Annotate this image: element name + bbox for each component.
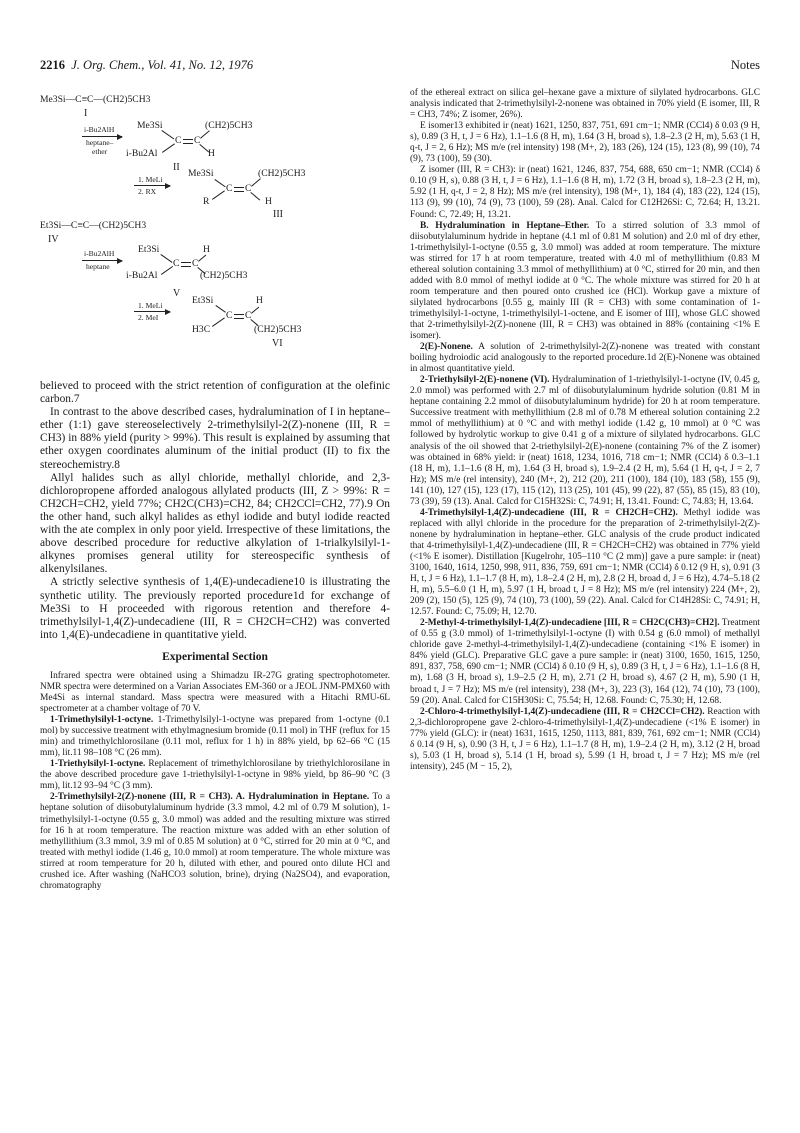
reaction-scheme [40, 88, 390, 296]
prod2-bottom-left: H3C [192, 324, 211, 335]
int1-bottom-left: i-Bu2Al [126, 148, 158, 159]
page-journal [40, 58, 253, 73]
int1-top-left: Me3Si [137, 120, 163, 131]
paragraph-heading: 2-Trimethylsilyl-2(Z)-nonene (III, R = CH3). A. Hydralumination in Heptane. [50, 792, 370, 803]
arrow-4 [134, 311, 170, 312]
int2-carbon-b: C [192, 258, 199, 269]
paragraph [40, 715, 390, 759]
int2-bond-tl [160, 254, 172, 263]
journal-citation: J. Org. Chem., Vol. 41, No. 12, 1976 [71, 58, 254, 72]
int2-top-right: H [203, 244, 210, 255]
paragraph-body: 1-Trimethylsilyl-1-octyne was prepared from 1-octyne (0.1 mol) by successive treatment with ethylmagnesium bromide (0.11 mol) in THF (reflux for 15 min) and trimethylchlorosilane (0.11 mol, reflux for 1 h) in 88% yield, bp 62–66 °C (15 mm), lit.11 98–108 °C (26 mm). [40, 715, 390, 759]
reagent2-line2: 2. RX [138, 187, 157, 196]
label-II: II [173, 162, 180, 173]
reagent1-line3: ether [92, 147, 108, 156]
paragraph: Infrared spectra were obtained using a Shimadzu IR-27G grating spectrophotometer. NMR spectra were determined on a Varian Associates EM-360 or a JEOL JNM-PMX60 with Me4Si as internal standard. Mass spectra were measured with a Hitachi RMU-6L spectrometer at a chamber voltage of 70 V. [40, 670, 390, 715]
prod1-carbon-b: C [245, 183, 252, 194]
reagent4-line1: 1. MeLi [138, 301, 163, 310]
prod2-bond-tl [215, 305, 225, 313]
paragraph: A strictly selective synthesis of 1,4(E)-undecadiene10 is illustrating the synthetic utility. The previously reported procedure1d for exchange of Me3Si to H proceeded with rigorous retention and therefore 4-trimethylsilyl-1,4(Z)-undecadiene (III, R = CH2CH=CH2) was converted into 1,4(E)-undecadiene in quantitative yield. [40, 576, 390, 641]
arrow-2 [134, 185, 170, 186]
prod2-carbon-a: C [226, 310, 233, 321]
int1-double-bond [183, 139, 193, 144]
paragraph: Z isomer (III, R = CH3): ir (neat) 1621, 1246, 837, 754, 688, 650 cm−1; NMR (CCl4) δ 0.10 (9 H, s), 0.88 (3 H, t, J = 6 Hz), 1.1–1.6 (8 H, m), 1.72 (3 H, broad s), 1.8–2.3 (2 H, m), 5.92 (1 H, q-t, J = 2, 8 Hz); MS m/e (rel intensity), 198 (M+, 1), 184 (4), 183 (22), 124 (15), 113 (9), 99 (10), 74 (9), 73 (100), 59 (28). Anal. Calcd for C12H26Si: C, 72.64; H, 13.21. Found: C, 72.49; H, 13.21. [410, 165, 760, 220]
prod2-double-bond [234, 314, 244, 319]
paragraph-body: To a stirred solution of 3.3 mmol of diisobutylaluminum hydride in heptane (4.1 ml of 0.81 M solution) and 2.0 ml of dry ether, 1-trimethylsilyl-1-octyne (0.55 g, 3.0 mmol) was added at room temperature. The mixture was stirred for 17 h at room temperature, treated with 4.0 ml of methyllithium (0.83 M ethereal solution containing 3.3 mmol of methyllithium) at 0 °C, stirred for 20 min, and then added with 8.0 mmol of methyl iodide at 0 °C. The whole mixture was stirred for 20 h at room temperature and then poured onto crushed ice (HCl). Workup gave a mixture of silylated hydrocarbons [0.55 g, mainly III (R = CH3) with some contamination of 1-trimethylsilyl-1-octyne, 1-trimethylsilyl-1-octene, and E isomer of III], whose GLC showed that 2-trimethylsilyl-2(Z)-nonene (III, R = CH3) was obtained in 88% (containing <1% E isomer). [410, 220, 760, 342]
int2-bond-tr [198, 255, 206, 262]
prod1-double-bond [234, 187, 244, 192]
int1-bond-bl [162, 143, 175, 152]
paragraph [410, 618, 760, 706]
paragraph [410, 342, 760, 375]
page-number: 2216 [40, 58, 65, 72]
paragraph-heading: 4-Trimethylsilyl-1,4(Z)-undecadiene (III, R = CH2CH=CH2). [420, 507, 678, 518]
reactant-I: Me3Si—C≡C—(CH2)5CH3 [40, 94, 151, 105]
paragraph-heading: 2-Chloro-4-trimethylsilyl-1,4(Z)-undecadiene (III, R = CH2CCl=CH2). [420, 706, 705, 717]
int1-carbon-a: C [175, 135, 182, 146]
paragraph-heading: 2-Methyl-4-trimethylsilyl-1,4(Z)-undecadiene [III, R = CH2C(CH3)=CH2]. [420, 618, 720, 629]
int1-carbon-b: C [194, 135, 201, 146]
paragraph [410, 508, 760, 618]
label-I: I [84, 108, 88, 119]
paragraph-body: Treatment of 0.55 g (3.0 mmol) of 1-trimethylsilyl-1-octyne (I) with 0.54 g (6.0 mmol) of methallyl chloride gave 2-methyl-4-trimethylsilyl-1,4(Z)-undecadiene (containing <1% E isomer) in 84% yield (GLC). Preparative GLC gave a pure sample: ir (neat) 3100, 1650, 1615, 1250, 891, 837, 758, 690 cm−1; NMR (CCl4) δ 0.10 (9 H, s), 0.89 (3 H, t, J = 6 Hz), 1.1–1.6 (8 H, m), 1.68 (3 H, broad s), 1.9–2.5 (2 H, m), 2.71 (2 H, broad s), 4.67 (2 H, m), 5.90 (1 H, broad t, J = 7 Hz); MS m/e (rel intensity), 238 (M+, 3), 223 (3), 164 (12), 74 (10), 73 (100), 59 (20). Anal. Calcd for C15H30Si: C, 75.54; H, 12.68. Found: C, 75.30; H, 12.68. [410, 618, 760, 706]
paragraph-heading: 1-Triethylsilyl-1-octyne. [50, 759, 146, 770]
prod2-carbon-b: C [245, 310, 252, 321]
paragraph [410, 707, 760, 773]
paragraph [410, 221, 760, 343]
int1-bond-tr [200, 130, 210, 138]
arrow-3 [82, 260, 122, 261]
paragraph [410, 375, 760, 508]
paragraph [40, 759, 390, 792]
paragraph: of the ethereal extract on silica gel–hexane gave a mixture of silylated hydrocarbons. GLC analysis indicated that 2-trimethylsilyl-2-nonene was obtained in 70% yield (E isomer, III, R = CH3, 74%; Z isomer, 26%). [410, 88, 760, 121]
paragraph-body: Hydralumination of 1-triethylsilyl-1-octyne (IV, 0.45 g, 2.0 mmol) was performed with 2.7 ml of diisobutylaluminum hydride solution (0.81 M in heptane containing 2.2 mmol of diisobutylaluminum hydride) for 20 h at room temperature. Successive treatment with methyllithium (2.8 ml of 0.78 M ethereal solution containing 2.2 mmol of methyllithium) at 0 °C and with methyl iodide (1.42 g, 10 mmol) at 0 °C was followed by hydrolytic workup to give 0.41 g of a mixture of silylated hydrocarbons. GLC analysis of the oil showed that 2-triethylsilyl-2(E)-nonene (containing 7% of the Z isomer) was obtained in 68% yield: ir (neat) 1618, 1234, 1016, 718 cm−1; NMR (CCl4) δ 0.3–1.1 (18 H, m), 1.1–1.6 (8 H, m), 1.64 (3 H, broad s), 1.9–2.4 (2 H, m), 5.64 (1 H, q-t, J = 2, 7 Hz); MS m/e (rel intensity), 240 (M+, 2), 212 (20), 211 (100), 184 (10), 183 (58), 155 (9), 141 (10), 127 (15), 123 (17), 115 (12), 113 (25), 101 (45), 99 (22), 87 (55), 85 (15), 83 (10), 73 (39), 59 (13). Anal. Calcd for C15H32Si: C, 74.91; H, 13.41. Found: C, 74.83; H, 13.64. [410, 375, 760, 507]
prod2-top-right: H [256, 295, 263, 306]
prod1-bond-tl [214, 179, 225, 187]
reagent3-line1: i-Bu2AlH [84, 249, 115, 258]
reagent4-line2: 2. MeI [138, 313, 159, 322]
prod2-bond-tr [251, 307, 259, 314]
int2-bond-bl [161, 266, 173, 275]
paragraph-heading: 2(E)-Nonene. [420, 342, 473, 353]
prod2-bottom-right: (CH2)5CH3 [254, 324, 302, 335]
int2-bottom-right: (CH2)5CH3 [200, 270, 248, 281]
running-header [40, 58, 760, 78]
paragraph-heading: 2-Triethylsilyl-2(E)-nonene (VI). [420, 375, 550, 386]
reagent1-line2: heptane– [86, 138, 114, 147]
reagent3-line2: heptane [86, 262, 110, 271]
section-heading: Experimental Section [162, 650, 268, 663]
prod1-bond-tr [251, 178, 261, 186]
label-III: III [273, 209, 283, 220]
paragraph [40, 792, 390, 891]
prod1-bond-br [250, 192, 260, 200]
paragraph-heading: 1-Trimethylsilyl-1-octyne. [50, 715, 154, 726]
paragraph-body: To a heptane solution of diisobutylaluminum hydride (3.3 mmol, 4.2 ml of 0.79 M solution), 1-trimethylsilyl-1-octyne (0.55 g, 3.0 mmol) was added and the resulting mixture was stirred for 16 h at room temperature. The reaction mixture was added with an ether solution of methyllithium (3.3 mmol, 3.9 ml of 0.85 M solution) at 0 °C, stirred for 20 min at 0 °C, and treated with methyl iodide (1.46 g, 10.0 mmol) at room temperature. The whole mixture was stirred at room temperature for 20 h, diluted with ether, and poured onto dilute HCl and crushed ice. After washing (NaHCO3 solution, brine), drying (Na2SO4), and evaporation, chromatography [40, 792, 390, 891]
arrow-1 [82, 136, 122, 137]
prod1-carbon-a: C [226, 183, 233, 194]
prod1-bottom-left: R [203, 196, 210, 207]
prod2-bond-bl [212, 317, 225, 326]
paragraph-body: A solution of 2-trimethylsilyl-2(Z)-nonene was treated with constant boiling hydroiodic acid analogously to the reported procedure.1d 2(E)-Nonene was obtained in almost quantitative yield. [410, 342, 760, 375]
label-IV: IV [48, 234, 59, 245]
int1-bond-tl [161, 130, 174, 139]
paragraph: Allyl halides such as allyl chloride, methallyl chloride, and 2,3-dichloropropene afforded analogous allylated products (III, Z > 99%: R = CH2CH=CH2, yield 77%; CH2C(CH3)=CH2, 84; CH2CCl=CH2, 77).9 On the other hand, such alkyl halides as ethyl iodide and butyl iodide reacted with the ate complex in only poor yield. Irrespective of these limitations, the above described procedure for reductive alkylation of 1-trialkylsilyl-1-alkynes promises general utility for stereospecific synthesis of alkenylsilanes. [40, 471, 390, 576]
paragraph: believed to proceed with the strict retention of configuration at the olefinic carbon.7 [40, 380, 390, 406]
paragraph-heading: B. Hydralumination in Heptane–Ether. [420, 220, 590, 231]
right-column [410, 88, 760, 773]
reagent1-line1: i-Bu2AlH [84, 125, 115, 134]
prod1-bottom-right: H [265, 196, 272, 207]
label-V: V [173, 288, 181, 299]
prod1-top-right: (CH2)5CH3 [258, 168, 306, 179]
left-column [40, 88, 390, 892]
int2-double-bond [181, 262, 191, 267]
paragraph-body: Reaction with 2,3-dichloropropene gave 2-chloro-4-trimethylsilyl-1,4(Z)-undecadiene (<1% E isomer) in 77% yield (GLC): ir (neat) 1631, 1615, 1250, 1113, 881, 839, 761, 692 cm−1; NMR (CCl4) δ 0.14 (9 H, s), 0.90 (3 H, t, J = 6 Hz), 1.1–1.7 (8 H, m), 1.9–2.4 (2 H, m), 3.12 (2 H, broad s), 5.03 (1 H, broad s), 5.14 (1 H, broad s), 5.99 (1 H, broad t, J = 7 Hz); MS m/e (rel intensity), 245 (M − 15, 2), [410, 706, 760, 772]
prod2-top-left: Et3Si [192, 295, 214, 306]
reaction-scheme-cont [40, 288, 390, 380]
paragraph: In contrast to the above described cases, hydralumination of I in heptane–ether (1:1) gave stereoselectively 2-trimethylsilyl-2(Z)-nonene (III, R = CH3) in 88% yield (purity > 99%). This result is explained by assuming that ether oxygen coordinates aluminum of the initial product (II) to fix the stereochemistry.8 [40, 406, 390, 471]
label-VI: VI [272, 338, 283, 349]
paragraph-body: Replacement of trimethylchlorosilane by triethylchlorosilane in the above described procedure gave 1-triethylsilyl-1-octyne in 98% yield, bp 86–90 °C (3 mm), lit.12 93–94 °C (3 mm). [40, 759, 390, 792]
paragraph: E isomer13 exhibited ir (neat) 1621, 1250, 837, 751, 691 cm−1; NMR (CCl4) δ 0.03 (9 H, s), 0.89 (3 H, t, J = 6 Hz), 1.1–1.6 (8 H, m), 1.64 (3 H, broad s), 1.8–2.3 (2 H, m), 5.63 (1 H, q-t, J = 2, 6 Hz); MS m/e (rel intensity) 198 (M+, 2), 183 (26), 124 (15), 123 (8), 99 (10), 74 (9), 73 (100), 59 (30). [410, 121, 760, 165]
section-label: Notes [730, 58, 760, 72]
reactant-IV: Et3Si—C≡C—(CH2)5CH3 [40, 220, 147, 231]
prod1-bond-bl [212, 190, 225, 199]
int1-bottom-right: H [208, 148, 215, 159]
int2-carbon-a: C [173, 258, 180, 269]
int2-bottom-left: i-Bu2Al [126, 270, 158, 281]
prod1-top-left: Me3Si [188, 168, 214, 179]
reagent2-line1: 1. MeLi [138, 175, 163, 184]
int1-top-right: (CH2)5CH3 [205, 120, 253, 131]
int2-top-left: Et3Si [138, 244, 160, 255]
paragraph-body: Methyl iodide was replaced with allyl chloride in the procedure for the preparation of 2-trimethylsilyl-2(Z)-nonene by hydralumination in heptane–ether. GLC analysis of the crude product indicated that 4-trimethylsilyl-1,4(Z)-undecadiene (III, R = CH2CH=CH2) was obtained in 77% yield (<1% E isomer). Distillation [Kugelrohr, 105–110 °C (2 mm)] gave a pure sample: ir (neat) 3100, 1640, 1614, 1250, 998, 911, 836, 759, 691 cm−1; NMR (CCl4) δ 0.12 (9 H, s), 0.91 (3 H, t, J = 6 Hz), 1.1–1.7 (8 H, m), 1.8–2.4 (2 H, m), 2.8 (2 H, broad d, J = 6 Hz), 4.74–5.18 (2 H, m), 5.5–6.0 (1 H, m), 5.97 (1 H, broad t, J = 8 Hz); MS m/e (rel intensity) 224 (M+, 2), 209 (2), 150 (5), 125 (9), 74 (10), 73 (100), 59 (22). Anal. Calcd for C14H28Si: C, 74.91; H, 12.57. Found: C, 75.09; H, 12.70. [410, 507, 760, 618]
